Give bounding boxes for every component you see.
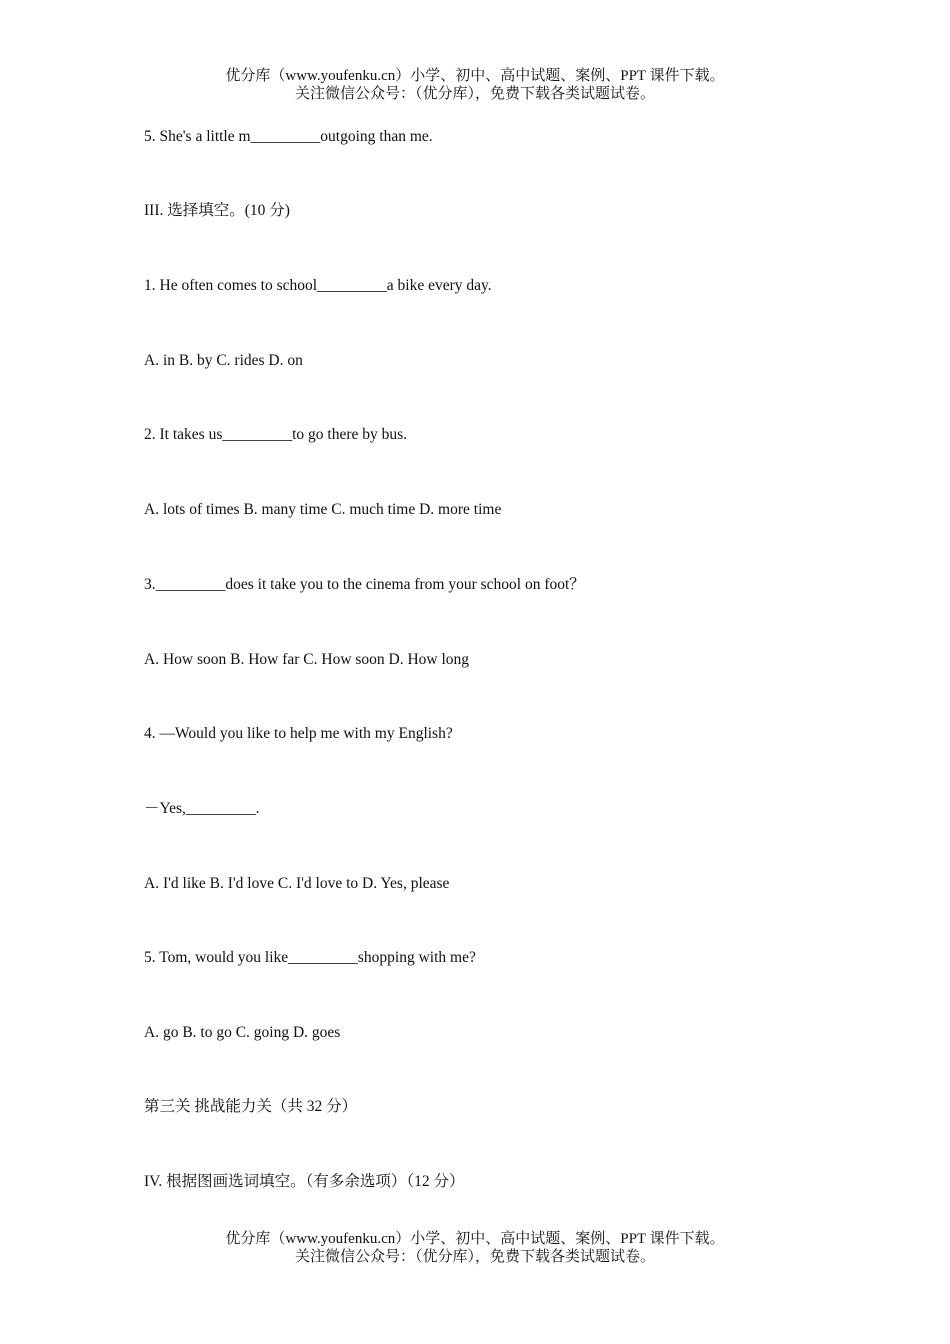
options-1: A. in B. by C. rides D. on xyxy=(144,352,303,369)
options-2: A. lots of times B. many time C. much time D. more time xyxy=(144,501,502,518)
section-heading-iii: III. 选择填空。(10 分) xyxy=(144,202,290,219)
page-header xyxy=(0,67,950,103)
options-3: A. How soon B. How far C. How soon D. How long xyxy=(144,651,470,668)
question-fill-5: 5. She's a little m_________outgoing than me. xyxy=(144,128,433,145)
question-5: 5. Tom, would you like_________shopping with me? xyxy=(144,949,476,966)
part-heading-3: 第三关 挑战能力关（共 32 分） xyxy=(144,1098,358,1115)
question-4: 4. —Would you like to help me with my English? xyxy=(144,725,453,742)
page-footer xyxy=(0,1230,950,1266)
question-2: 2. It takes us_________to go there by bus. xyxy=(144,426,408,443)
header-line-2: 关注微信公众号：（优分库），免费下载各类试题试卷。 xyxy=(294,86,655,102)
question-1: 1. He often comes to school_________a bike every day. xyxy=(144,277,492,294)
options-5: A. go B. to go C. going D. goes xyxy=(144,1024,341,1041)
section-heading-iv: IV. 根据图画选词填空。（有多余选项）（12 分） xyxy=(144,1173,465,1190)
options-4: A. I'd like B. I'd love C. I'd love to D. Yes, please xyxy=(144,875,450,892)
header-line-1: 优分库（www.youfenku.cn）小学、初中、高中试题、案例、PPT 课件下载。 xyxy=(225,68,725,84)
footer-line-2: 关注微信公众号：（优分库），免费下载各类试题试卷。 xyxy=(294,1249,655,1265)
footer-line-1: 优分库（www.youfenku.cn）小学、初中、高中试题、案例、PPT 课件下载。 xyxy=(225,1231,725,1247)
question-4-reply: －Yes,_________. xyxy=(144,800,260,817)
question-3: 3._________does it take you to the cinema from your school on foot？ xyxy=(144,576,585,593)
